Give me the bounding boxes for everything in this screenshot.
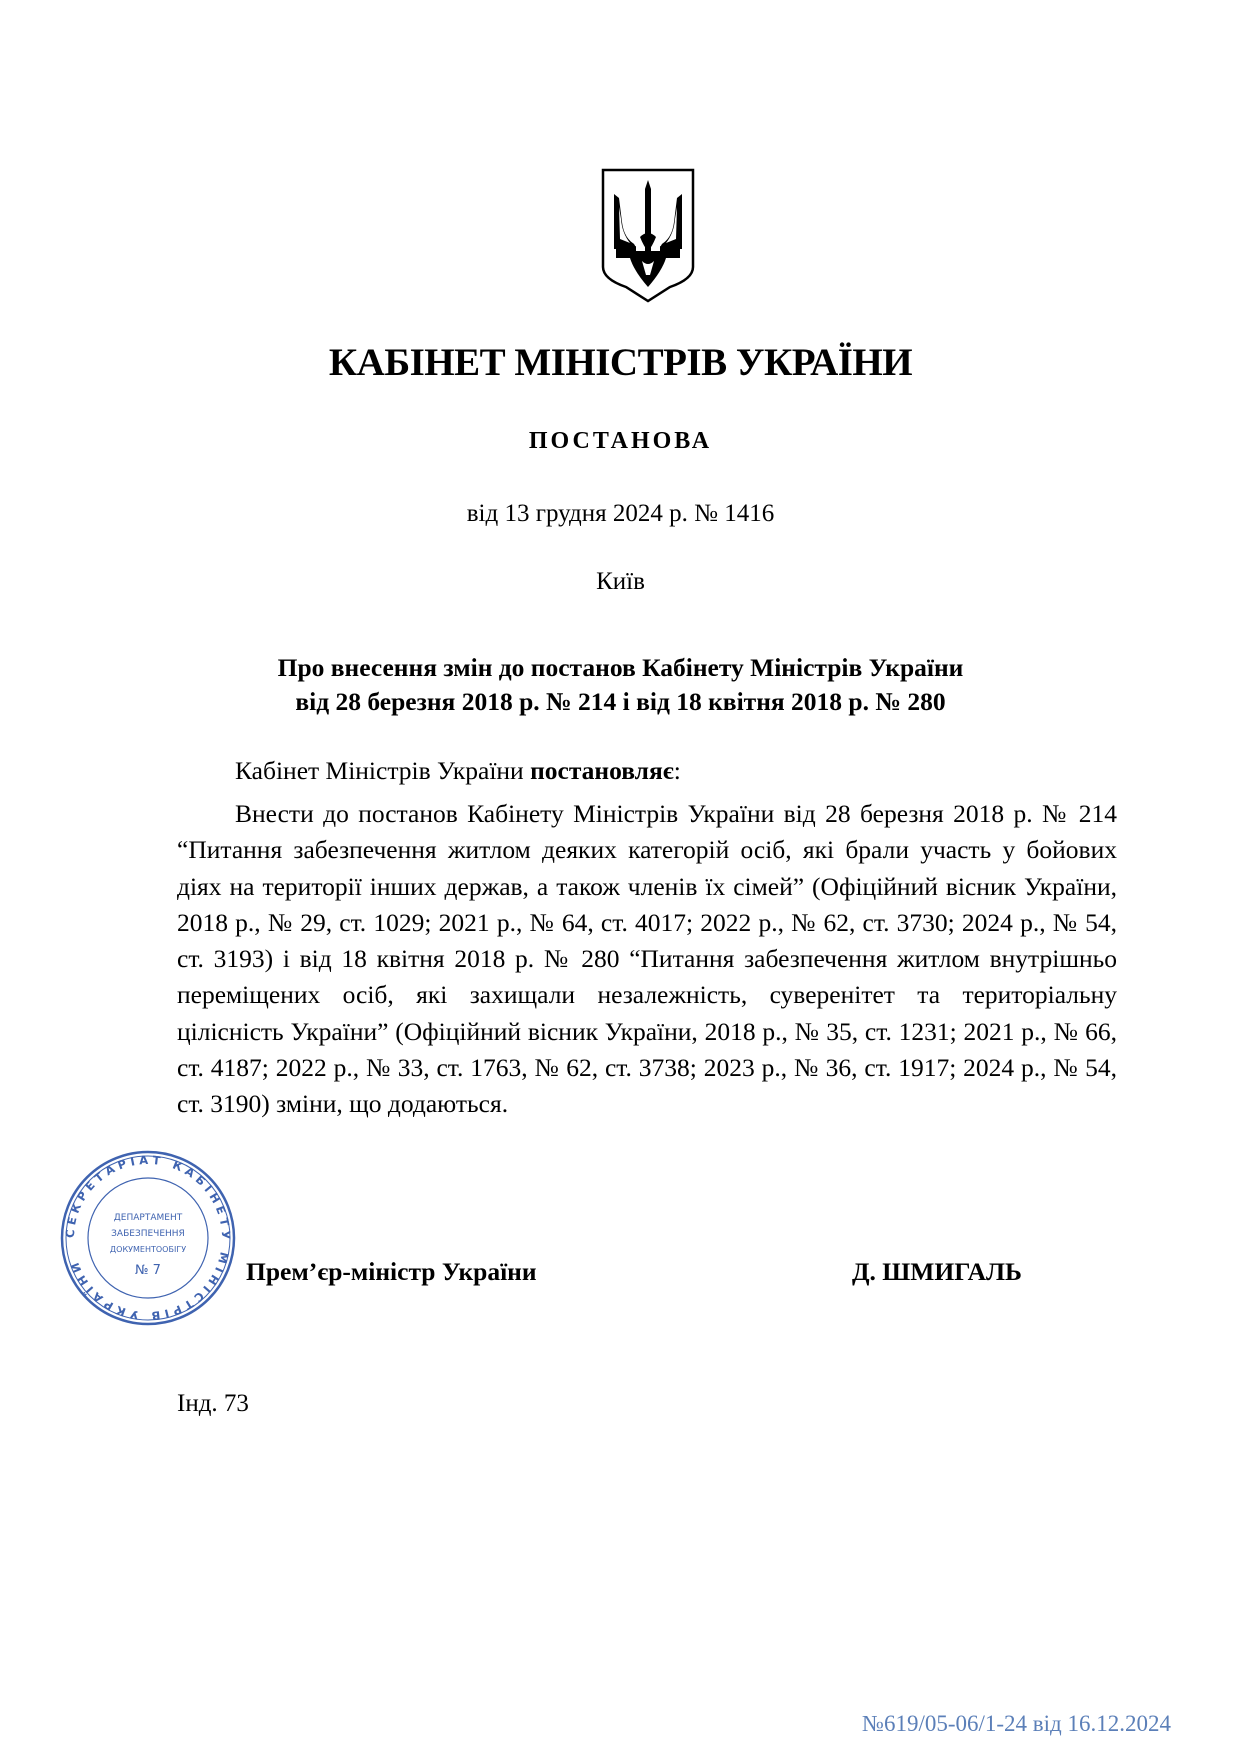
stamp-outer-text: СЕКРЕТАРІАТ КАБІНЕТУ МІНІСТРІВ УКРАЇНИ — [62, 1152, 234, 1324]
document-city: Київ — [596, 568, 645, 595]
stamp-number: № 7 — [135, 1263, 161, 1278]
stamp-inner-line-1: ДЕПАРТАМЕНТ — [113, 1213, 183, 1223]
organization-title: КАБІНЕТ МІНІСТРІВ УКРАЇНИ — [328, 341, 913, 384]
document-type: ПОСТАНОВА — [528, 428, 713, 454]
subject-line-1: Про внесення змін до постанов Кабінету Міністрів України — [277, 653, 964, 682]
preamble — [235, 756, 681, 786]
subject-line-2: від 28 березня 2018 р. № 214 і від 18 квітня 2018 р. № 280 — [295, 687, 946, 716]
signatory-name: Д. ШМИГАЛЬ — [852, 1257, 1022, 1286]
official-stamp — [60, 1150, 236, 1326]
document-subject — [0, 651, 1241, 719]
preamble-suffix: : — [673, 756, 681, 785]
preamble-verb: постановляє — [530, 756, 674, 785]
coat-of-arms-icon — [600, 167, 696, 303]
document-date-number: від 13 грудня 2024 р. № 1416 — [466, 500, 775, 527]
body-paragraph: Внести до постанов Кабінету Міністрів України від 28 березня 2018 р. № 214 “Питання забезпечення житлом деяких категорій осіб, які брали участь у бойових діях на території інших держав, а також членів їх сімей” (Офіційний вісник України, 2018 р., № 29, ст. 1029; 2021 р., № 64, ст. 4017; 2022 р., № 62, ст. 3730; 2024 р., № 54, ст. 3193) і від 18 квітня 2018 р. № 280 “Питання забезпечення житлом внутрішньо переміщених осіб, які захищали незалежність, суверенітет та територіальну цілісність України” (Офіційний вісник України, 2018 р., № 35, ст. 1231; 2021 р., № 66, ст. 4187; 2022 р., № 33, ст. 1763, № 62, ст. 3738; 2023 р., № 36, ст. 1917; 2024 р., № 54, ст. 3190) зміни, що додаються. — [177, 799, 1117, 1119]
document-index: Інд. 73 — [177, 1390, 249, 1417]
signatory-title: Прем’єр-міністр України — [246, 1257, 537, 1286]
stamp-inner-line-2: ЗАБЕЗПЕЧЕННЯ — [111, 1229, 185, 1239]
stamp-inner-line-3: ДОКУМЕНТООБІГУ — [109, 1245, 187, 1254]
preamble-text: Кабінет Міністрів України — [235, 756, 531, 785]
registration-number: №619/05-06/1-24 від 16.12.2024 — [862, 1711, 1171, 1736]
